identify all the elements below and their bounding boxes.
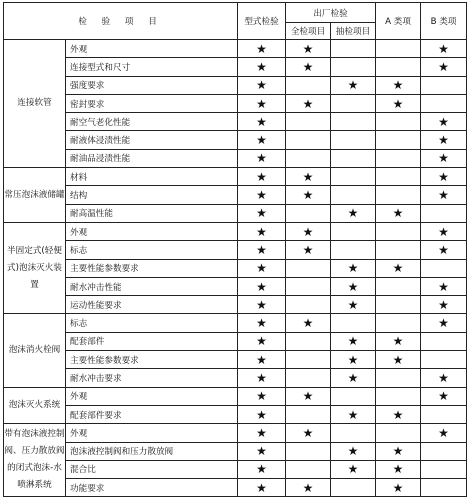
mark-cell-type-test [238, 405, 286, 423]
mark-cell-sampling-items [331, 113, 376, 131]
star-icon: ★ [392, 206, 404, 221]
table-row [4, 424, 467, 442]
mark-cell-sampling-items [331, 204, 376, 222]
mark-cell-class-a [376, 387, 421, 405]
header-sampling-items: 抽检项目 [331, 23, 376, 40]
item-name-cell: 主要性能参数要求 [66, 351, 238, 369]
group-name-cell: 带有泡沫液控制阀、压力散放阀的闭式泡沫-水喷淋系统 [4, 424, 66, 497]
mark-cell-class-a [376, 277, 421, 295]
table-row [4, 58, 467, 76]
mark-cell-class-b [421, 369, 467, 387]
item-name-cell: 功能要求 [66, 479, 238, 497]
mark-cell-type-test [238, 296, 286, 314]
mark-cell-class-a [376, 40, 421, 58]
mark-cell-full-items [286, 40, 331, 58]
mark-cell-class-a [376, 369, 421, 387]
item-name-cell: 耐高温性能 [66, 204, 238, 222]
star-icon: ★ [256, 169, 267, 184]
table-row [4, 168, 467, 186]
star-icon: ★ [302, 96, 314, 111]
mark-cell-class-a [376, 351, 421, 369]
star-icon: ★ [256, 316, 267, 331]
mark-cell-sampling-items [331, 168, 376, 186]
star-icon: ★ [392, 334, 404, 349]
mark-cell-type-test [238, 58, 286, 76]
mark-cell-sampling-items [331, 369, 376, 387]
mark-cell-type-test [238, 332, 286, 350]
table-body [4, 40, 467, 497]
mark-cell-sampling-items [331, 40, 376, 58]
mark-cell-type-test [238, 479, 286, 497]
mark-cell-type-test [238, 314, 286, 332]
mark-cell-class-a [376, 442, 421, 460]
item-name-cell: 外观 [66, 424, 238, 442]
mark-cell-full-items [286, 131, 331, 149]
mark-cell-class-b [421, 460, 467, 478]
group-name-cell: 连接软管 [4, 40, 66, 168]
table-row [4, 131, 467, 149]
mark-cell-class-a [376, 424, 421, 442]
table-row [4, 94, 467, 112]
mark-cell-sampling-items [331, 460, 376, 478]
mark-cell-class-a [376, 113, 421, 131]
star-icon: ★ [302, 188, 314, 203]
mark-cell-class-a [376, 405, 421, 423]
mark-cell-sampling-items [331, 424, 376, 442]
mark-cell-sampling-items [331, 351, 376, 369]
mark-cell-type-test [238, 387, 286, 405]
mark-cell-class-a [376, 259, 421, 277]
item-name-cell: 材料 [66, 168, 238, 186]
item-name-cell: 耐液体浸渍性能 [66, 131, 238, 149]
mark-cell-class-a [376, 149, 421, 167]
star-icon: ★ [256, 78, 267, 93]
group-name-cell: 常压泡沫液储罐 [4, 168, 66, 223]
table-row [4, 296, 467, 314]
star-icon: ★ [438, 133, 449, 148]
mark-cell-full-items [286, 241, 331, 259]
mark-cell-class-b [421, 94, 467, 112]
mark-cell-sampling-items [331, 76, 376, 94]
star-icon: ★ [256, 114, 267, 129]
mark-cell-class-b [421, 241, 467, 259]
mark-cell-full-items [286, 460, 331, 478]
group-name-cell: 泡沫消火栓阀 [4, 314, 66, 387]
mark-cell-full-items [286, 369, 331, 387]
star-icon: ★ [347, 206, 359, 221]
star-icon: ★ [256, 352, 267, 367]
mark-cell-full-items [286, 296, 331, 314]
star-icon: ★ [347, 370, 359, 385]
header-type-test: 型式检验 [238, 3, 286, 40]
mark-cell-type-test [238, 259, 286, 277]
star-icon: ★ [438, 370, 449, 385]
mark-cell-full-items [286, 442, 331, 460]
star-icon: ★ [256, 297, 267, 312]
mark-cell-class-b [421, 387, 467, 405]
mark-cell-full-items [286, 149, 331, 167]
mark-cell-sampling-items [331, 222, 376, 240]
item-name-cell: 配套部件要求 [66, 405, 238, 423]
star-icon: ★ [438, 188, 449, 203]
item-name-cell: 外观 [66, 387, 238, 405]
mark-cell-type-test [238, 94, 286, 112]
table-row [4, 460, 467, 478]
mark-cell-full-items [286, 479, 331, 497]
table-row [4, 387, 467, 405]
mark-cell-sampling-items [331, 332, 376, 350]
mark-cell-class-b [421, 149, 467, 167]
mark-cell-class-b [421, 479, 467, 497]
mark-cell-sampling-items [331, 479, 376, 497]
item-name-cell: 外观 [66, 222, 238, 240]
mark-cell-type-test [238, 168, 286, 186]
mark-cell-full-items [286, 168, 331, 186]
mark-cell-full-items [286, 277, 331, 295]
item-name-cell: 耐空气老化性能 [66, 113, 238, 131]
mark-cell-class-a [376, 241, 421, 259]
mark-cell-sampling-items [331, 259, 376, 277]
mark-cell-class-a [376, 222, 421, 240]
star-icon: ★ [256, 151, 267, 166]
table-row [4, 332, 467, 350]
star-icon: ★ [347, 444, 359, 459]
inspection-items-table [3, 2, 467, 497]
star-icon: ★ [256, 206, 267, 221]
star-icon: ★ [302, 316, 314, 331]
mark-cell-class-b [421, 442, 467, 460]
mark-cell-class-b [421, 351, 467, 369]
mark-cell-sampling-items [331, 314, 376, 332]
item-name-cell: 耐水冲击要求 [66, 369, 238, 387]
mark-cell-class-a [376, 460, 421, 478]
table-row [4, 76, 467, 94]
star-icon: ★ [438, 151, 449, 166]
mark-cell-type-test [238, 40, 286, 58]
star-icon: ★ [438, 279, 449, 294]
star-icon: ★ [256, 389, 267, 404]
header-row-top [4, 3, 467, 23]
star-icon: ★ [347, 279, 359, 294]
mark-cell-class-a [376, 58, 421, 76]
star-icon: ★ [256, 242, 267, 257]
mark-cell-full-items [286, 387, 331, 405]
item-name-cell: 标志 [66, 314, 238, 332]
star-icon: ★ [302, 41, 314, 56]
item-name-cell: 混合比 [66, 460, 238, 478]
mark-cell-type-test [238, 76, 286, 94]
star-icon: ★ [438, 389, 449, 404]
item-name-cell: 结构 [66, 186, 238, 204]
star-icon: ★ [302, 389, 314, 404]
star-icon: ★ [256, 224, 267, 239]
mark-cell-class-b [421, 58, 467, 76]
group-name-cell: 半固定式(轻便式)泡沫灭火装置 [4, 222, 66, 313]
mark-cell-sampling-items [331, 405, 376, 423]
star-icon: ★ [256, 425, 267, 440]
mark-cell-class-b [421, 296, 467, 314]
mark-cell-full-items [286, 204, 331, 222]
mark-cell-sampling-items [331, 442, 376, 460]
star-icon: ★ [256, 462, 267, 477]
mark-cell-sampling-items [331, 186, 376, 204]
mark-cell-full-items [286, 332, 331, 350]
star-icon: ★ [256, 96, 267, 111]
table-row [4, 204, 467, 222]
mark-cell-class-b [421, 314, 467, 332]
table-row [4, 222, 467, 240]
mark-cell-class-a [376, 296, 421, 314]
table-row [4, 241, 467, 259]
star-icon: ★ [392, 444, 404, 459]
header-full-items: 全检项目 [286, 23, 331, 40]
star-icon: ★ [302, 480, 314, 495]
header-inspection-item: 检 验 项 目 [4, 3, 238, 40]
mark-cell-full-items [286, 351, 331, 369]
mark-cell-type-test [238, 442, 286, 460]
mark-cell-class-b [421, 40, 467, 58]
table-row [4, 405, 467, 423]
mark-cell-class-b [421, 131, 467, 149]
mark-cell-type-test [238, 277, 286, 295]
star-icon: ★ [256, 480, 267, 495]
table-row [4, 277, 467, 295]
star-icon: ★ [438, 316, 449, 331]
header-class-b: B 类项 [421, 3, 467, 40]
star-icon: ★ [256, 444, 267, 459]
star-icon: ★ [256, 261, 267, 276]
mark-cell-class-a [376, 186, 421, 204]
mark-cell-full-items [286, 405, 331, 423]
star-icon: ★ [438, 59, 449, 74]
item-name-cell: 配套部件 [66, 332, 238, 350]
star-icon: ★ [347, 261, 359, 276]
mark-cell-type-test [238, 131, 286, 149]
star-icon: ★ [256, 188, 267, 203]
star-icon: ★ [347, 334, 359, 349]
mark-cell-full-items [286, 76, 331, 94]
mark-cell-class-b [421, 76, 467, 94]
star-icon: ★ [392, 261, 404, 276]
mark-cell-type-test [238, 241, 286, 259]
star-icon: ★ [438, 41, 449, 56]
star-icon: ★ [438, 297, 449, 312]
mark-cell-class-a [376, 168, 421, 186]
mark-cell-class-b [421, 186, 467, 204]
mark-cell-type-test [238, 113, 286, 131]
mark-cell-full-items [286, 113, 331, 131]
mark-cell-full-items [286, 259, 331, 277]
star-icon: ★ [438, 425, 449, 440]
star-icon: ★ [302, 224, 314, 239]
table-row [4, 479, 467, 497]
item-name-cell: 强度要求 [66, 76, 238, 94]
star-icon: ★ [256, 133, 267, 148]
item-name-cell: 耐水冲击性能 [66, 277, 238, 295]
star-icon: ★ [392, 96, 404, 111]
mark-cell-sampling-items [331, 149, 376, 167]
item-name-cell: 密封要求 [66, 94, 238, 112]
item-name-cell: 连接型式和尺寸 [66, 58, 238, 76]
mark-cell-class-a [376, 204, 421, 222]
table-row [4, 113, 467, 131]
mark-cell-class-a [376, 332, 421, 350]
mark-cell-class-b [421, 277, 467, 295]
star-icon: ★ [347, 352, 359, 367]
star-icon: ★ [302, 169, 314, 184]
table-row [4, 186, 467, 204]
star-icon: ★ [347, 78, 359, 93]
mark-cell-type-test [238, 351, 286, 369]
mark-cell-type-test [238, 186, 286, 204]
mark-cell-class-a [376, 76, 421, 94]
mark-cell-type-test [238, 222, 286, 240]
inspection-table-container [3, 2, 467, 497]
mark-cell-class-b [421, 332, 467, 350]
item-name-cell: 泡沫液控制阀和压力散放阀 [66, 442, 238, 460]
star-icon: ★ [256, 59, 267, 74]
mark-cell-sampling-items [331, 131, 376, 149]
item-name-cell: 标志 [66, 241, 238, 259]
mark-cell-full-items [286, 58, 331, 76]
table-row [4, 259, 467, 277]
table-row [4, 314, 467, 332]
star-icon: ★ [256, 334, 267, 349]
mark-cell-class-a [376, 479, 421, 497]
star-icon: ★ [347, 297, 359, 312]
header-factory-test: 出厂检验 [286, 3, 376, 23]
mark-cell-type-test [238, 369, 286, 387]
mark-cell-class-b [421, 168, 467, 186]
star-icon: ★ [256, 407, 267, 422]
mark-cell-class-a [376, 314, 421, 332]
mark-cell-sampling-items [331, 277, 376, 295]
table-row [4, 442, 467, 460]
mark-cell-full-items [286, 314, 331, 332]
star-icon: ★ [392, 462, 404, 477]
mark-cell-class-b [421, 222, 467, 240]
mark-cell-type-test [238, 204, 286, 222]
mark-cell-class-b [421, 405, 467, 423]
mark-cell-full-items [286, 424, 331, 442]
mark-cell-sampling-items [331, 296, 376, 314]
star-icon: ★ [438, 224, 449, 239]
star-icon: ★ [392, 78, 404, 93]
mark-cell-type-test [238, 460, 286, 478]
mark-cell-class-b [421, 204, 467, 222]
header-class-a: A 类项 [376, 3, 421, 40]
star-icon: ★ [438, 169, 449, 184]
mark-cell-sampling-items [331, 387, 376, 405]
mark-cell-class-b [421, 259, 467, 277]
star-icon: ★ [302, 59, 314, 74]
star-icon: ★ [347, 462, 359, 477]
table-row [4, 149, 467, 167]
star-icon: ★ [256, 41, 267, 56]
mark-cell-class-b [421, 113, 467, 131]
mark-cell-class-a [376, 131, 421, 149]
mark-cell-sampling-items [331, 94, 376, 112]
star-icon: ★ [302, 425, 314, 440]
mark-cell-sampling-items [331, 58, 376, 76]
table-row [4, 369, 467, 387]
mark-cell-type-test [238, 149, 286, 167]
star-icon: ★ [256, 279, 267, 294]
item-name-cell: 耐油品浸渍性能 [66, 149, 238, 167]
star-icon: ★ [392, 352, 404, 367]
star-icon: ★ [256, 370, 267, 385]
mark-cell-full-items [286, 222, 331, 240]
item-name-cell: 运动性能要求 [66, 296, 238, 314]
mark-cell-class-b [421, 424, 467, 442]
item-name-cell: 主要性能参数要求 [66, 259, 238, 277]
star-icon: ★ [302, 242, 314, 257]
mark-cell-class-a [376, 94, 421, 112]
table-row [4, 40, 467, 58]
star-icon: ★ [392, 480, 404, 495]
star-icon: ★ [438, 114, 449, 129]
group-name-cell: 泡沫灭火系统 [4, 387, 66, 424]
table-row [4, 351, 467, 369]
mark-cell-type-test [238, 424, 286, 442]
item-name-cell: 外观 [66, 40, 238, 58]
star-icon: ★ [392, 407, 404, 422]
mark-cell-full-items [286, 186, 331, 204]
mark-cell-full-items [286, 94, 331, 112]
star-icon: ★ [347, 407, 359, 422]
mark-cell-sampling-items [331, 241, 376, 259]
star-icon: ★ [438, 242, 449, 257]
